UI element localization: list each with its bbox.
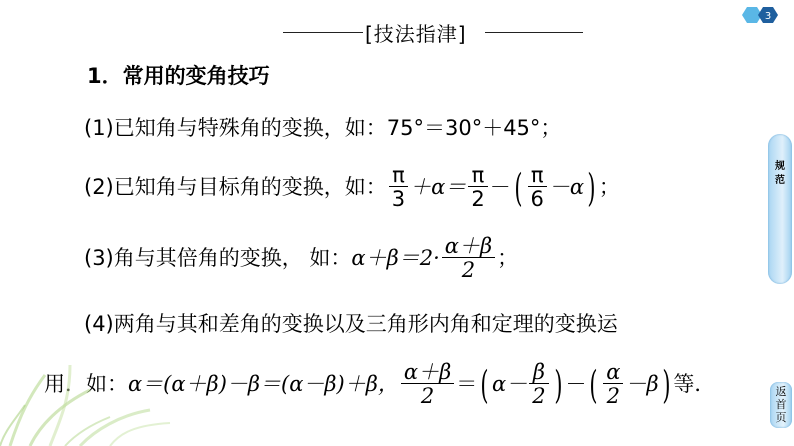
back-char-3: 页 bbox=[775, 411, 787, 424]
rule-item-1: (1)已知角与特殊角的变换，如：75°＝30°＋45°； bbox=[84, 116, 562, 140]
fraction-pi-over-6: $\frac{\pi}{6}$ bbox=[528, 165, 547, 210]
rule-item-2 bbox=[84, 165, 620, 210]
side-tab-label bbox=[773, 160, 787, 188]
section-title: [技法指津] bbox=[365, 22, 467, 46]
rule-item-3-expr: α＋β＝2· bbox=[351, 246, 440, 270]
rule-item-3-suffix: ； bbox=[497, 246, 519, 270]
back-char-2: 首 bbox=[775, 398, 787, 411]
left-paren: ( bbox=[514, 165, 523, 210]
rule-item-3-prefix: (3)角与其倍角的变换， 如： bbox=[84, 246, 352, 270]
expr-plus-alpha: ＋α＝ bbox=[410, 175, 467, 199]
rule-item-3 bbox=[84, 236, 518, 281]
header-rule-right bbox=[485, 32, 583, 33]
side-tab-char-2: 范 bbox=[775, 175, 785, 186]
back-to-home-button[interactable] bbox=[770, 382, 792, 428]
expr-alpha-minus: α－ bbox=[492, 372, 528, 396]
content-heading: 1．常用的变角技巧 bbox=[87, 64, 270, 88]
page-number-badge bbox=[738, 4, 782, 26]
section-header bbox=[283, 18, 583, 46]
left-paren-2: ( bbox=[480, 362, 489, 407]
equals-sign: ＝ bbox=[456, 372, 478, 396]
rule-item-2-suffix: ； bbox=[598, 175, 620, 199]
fraction-pi-over-2: $\frac{\pi}{2}$ bbox=[468, 165, 487, 210]
rule-item-5-suffix: 等． bbox=[673, 372, 716, 396]
grass-decoration bbox=[0, 355, 190, 446]
page-number: 3 bbox=[764, 11, 772, 22]
fraction-beta-over-2: $\frac{\beta}{2}$ bbox=[529, 362, 548, 407]
rule-item-4: (4)两角与其和差角的变换以及三角形内角和定理的变换运 bbox=[84, 312, 618, 336]
fraction-sum-over-2-b: $\frac{\alpha+\beta}{2}$ bbox=[401, 362, 454, 407]
rule-item-2-prefix: (2)已知角与目标角的变换，如： bbox=[84, 175, 387, 199]
minus-sign-2: － bbox=[565, 372, 587, 396]
fraction-pi-over-3: $\frac{\pi}{3}$ bbox=[389, 165, 408, 210]
fraction-alpha-over-2: $\frac{\alpha}{2}$ bbox=[603, 362, 623, 407]
right-paren-3: ) bbox=[661, 362, 671, 407]
expr-minus-beta: －β bbox=[625, 372, 659, 396]
fraction-sum-over-2: $\frac{\alpha+\beta}{2}$ bbox=[442, 236, 495, 281]
rule-item-5-expr: α＝(α＋β)－β＝(α－β)＋β， bbox=[128, 372, 399, 396]
minus-sign: － bbox=[489, 175, 511, 199]
expr-minus-alpha: －α bbox=[548, 175, 585, 199]
right-paren: ) bbox=[587, 165, 596, 210]
back-button-label bbox=[774, 385, 788, 424]
left-paren-3: ( bbox=[589, 362, 598, 407]
side-tab-char-1: 规 bbox=[775, 161, 785, 172]
rule-item-5-prefix: 用．如： bbox=[44, 372, 128, 396]
side-nav-tab[interactable] bbox=[768, 134, 792, 284]
back-char-1: 返 bbox=[775, 385, 787, 398]
header-rule-left bbox=[283, 32, 363, 33]
right-paren-2: ) bbox=[553, 362, 563, 407]
